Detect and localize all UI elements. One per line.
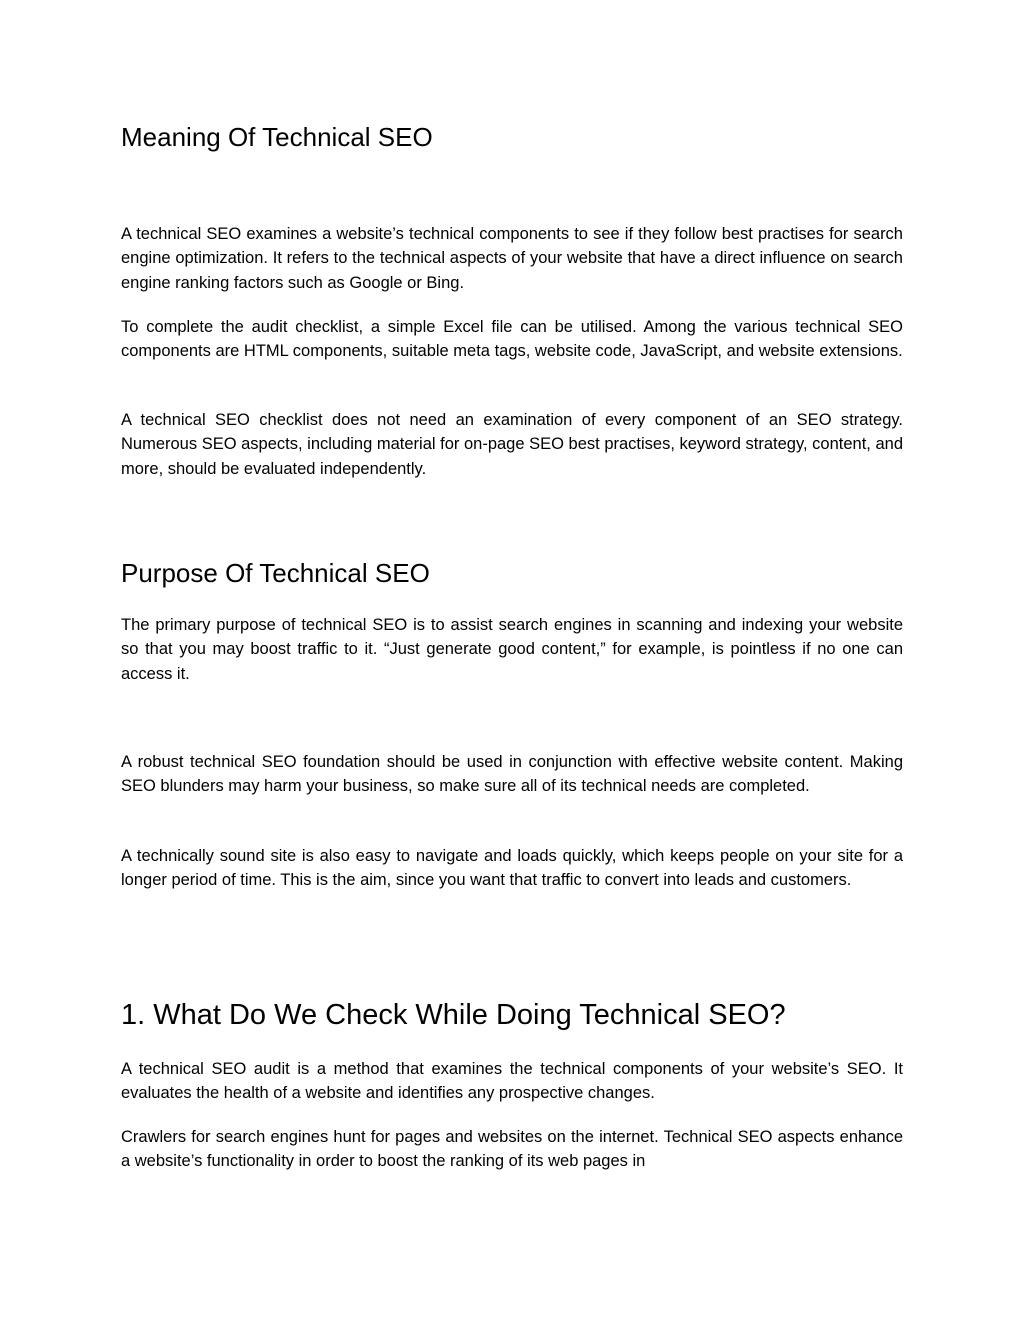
paragraph-purpose-2: A robust technical SEO foundation should be used in conjunction with effective website content. Making SEO blunders may harm your business, so make sure all of its technical needs are completed.: [121, 753, 903, 796]
paragraph-meaning-2: To complete the audit checklist, a simple Excel file can be utilised. Among the various technical SEO components are HTML components, suitable meta tags, website code, JavaScript, and website extensions.: [121, 318, 903, 361]
paragraph-check-1: A technical SEO audit is a method that examines the technical components of your website’s SEO. It evaluates the health of a website and identifies any prospective changes.: [121, 1060, 903, 1103]
heading-what-do-we-check: 1. What Do We Check While Doing Technical SEO?: [121, 999, 786, 1031]
heading-meaning-of-technical-seo: Meaning Of Technical SEO: [121, 122, 433, 152]
paragraph-purpose-1: The primary purpose of technical SEO is to assist search engines in scanning and indexing your website so that you may boost traffic to it. “Just generate good content,” for example, is pointless if no one can access it.: [121, 616, 903, 683]
paragraph-purpose-3: A technically sound site is also easy to navigate and loads quickly, which keeps people on your site for a longer period of time. This is the aim, since you want that traffic to convert into leads and customers.: [121, 847, 903, 890]
paragraph-meaning-1: A technical SEO examines a website’s technical components to see if they follow best practises for search engine optimization. It refers to the technical aspects of your website that have a direct influence on search engine ranking factors such as Google or Bing.: [121, 225, 903, 292]
heading-purpose-of-technical-seo: Purpose Of Technical SEO: [121, 558, 430, 588]
paragraph-check-2: Crawlers for search engines hunt for pages and websites on the internet. Technical SEO aspects enhance a website’s functionality in order to boost the ranking of its web pages in: [121, 1128, 903, 1171]
paragraph-meaning-3: A technical SEO checklist does not need an examination of every component of an SEO strategy. Numerous SEO aspects, including material for on-page SEO best practises, keyword strategy, content, and more, should be evaluated independently.: [121, 411, 903, 478]
